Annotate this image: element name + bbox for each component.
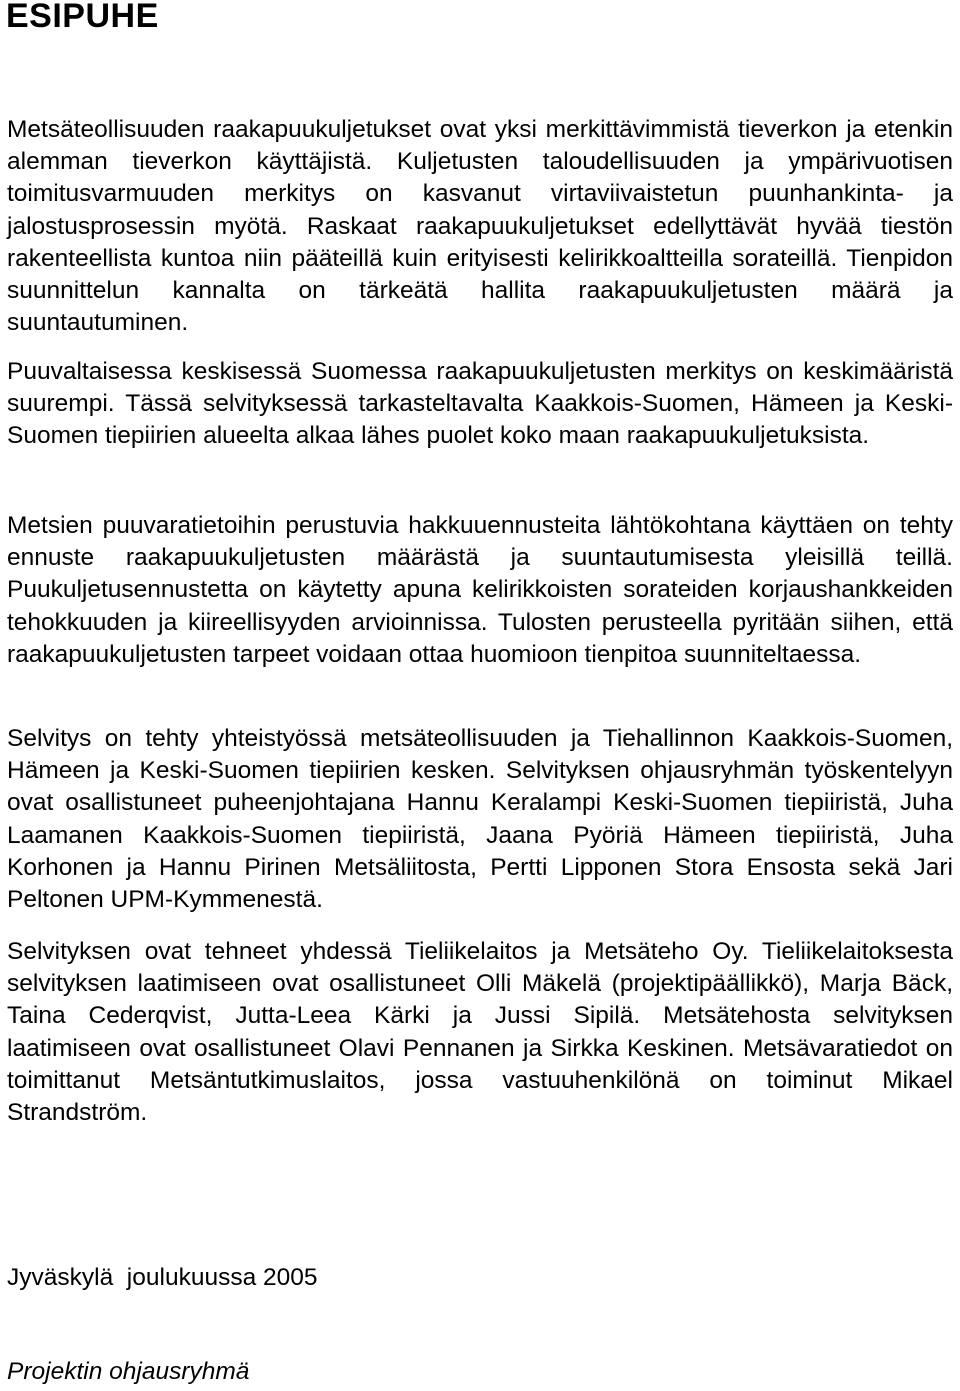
page-title: ESIPUHE [6, 0, 159, 35]
paragraph-forecast: Metsien puuvaratietoihin perustuvia hakkuuennusteita lähtökohtana käyttäen on tehty ennuste raakapuukuljetusten määrästä ja suuntautumisesta yleisillä teillä. Puukuljetusennustetta on käytetty apuna kelirikkoisten sorateiden korjaushankkeiden tehokkuuden ja kiireellisyyden arvioinnissa. Tulosten perusteella pyritään siihen, että raakapuukuljetusten tarpeet voidaan ottaa huomioon tienpitoa suunniteltaessa. [7, 512, 953, 668]
paragraph-central-finland: Puuvaltaisessa keskisessä Suomessa raakapuukuljetusten merkitys on keskimääristä suurempi. Tässä selvityksessä tarkasteltavalta Kaakkois-Suomen, Hämeen ja Keski-Suomen tiepiirien alueelta alkaa lähes puolet koko maan raakapuukuljetuksista. [7, 358, 953, 450]
signature: Projektin ohjausryhmä [7, 1358, 250, 1385]
place-and-date: Jyväskylä joulukuussa 2005 [7, 1264, 318, 1291]
paragraph-steering-group: Selvitys on tehty yhteistyössä metsäteollisuuden ja Tiehallinnon Kaakkois-Suomen, Hämeen ja Keski-Suomen tiepiirien kesken. Selvityksen ohjausryhmän työskentelyyn ovat osallistuneet puheenjohtajana Hannu Keralampi Keski-Suomen tiepiiristä, Juha Laamanen Kaakkois-Suomen tiepiiristä, Jaana Pyöriä Hämeen tiepiiristä, Juha Korhonen ja Hannu Pirinen Metsäliitosta, Pertti Lipponen Stora Ensosta sekä Jari Peltonen UPM-Kymmenestä. [7, 725, 953, 914]
paragraph-authors: Selvityksen ovat tehneet yhdessä Tieliikelaitos ja Metsäteho Oy. Tieliikelaitoksesta selvityksen laatimiseen ovat osallistuneet Olli Mäkelä (projektipäällikkö), Marja Bäck, Taina Cederqvist, Jutta-Leea Kärki ja Jussi Sipilä. Metsätehosta selvityksen laatimiseen ovat osallistuneet Olavi Pennanen ja Sirkka Keskinen. Metsävaratiedot on toimittanut Metsäntutkimuslaitos, jossa vastuuhenkilönä on toiminut Mikael Strandström. [7, 938, 953, 1127]
paragraph-intro: Metsäteollisuuden raakapuukuljetukset ovat yksi merkittävimmistä tieverkon ja etenkin alemman tieverkon käyttäjistä. Kuljetusten taloudellisuuden ja ympärivuotisen toimitusvarmuuden merkitys on kasvanut virtaviivaistetun puunhankinta- ja jalostusprosessin myötä. Raskaat raakapuukuljetukset edellyttävät hyvää tiestön rakenteellista kuntoa niin pääteillä kuin erityisesti kelirikkoaltteilla sorateillä. Tienpidon suunnittelun kannalta on tärkeätä hallita raakapuukuljetusten määrä ja suuntautuminen. [7, 116, 953, 337]
